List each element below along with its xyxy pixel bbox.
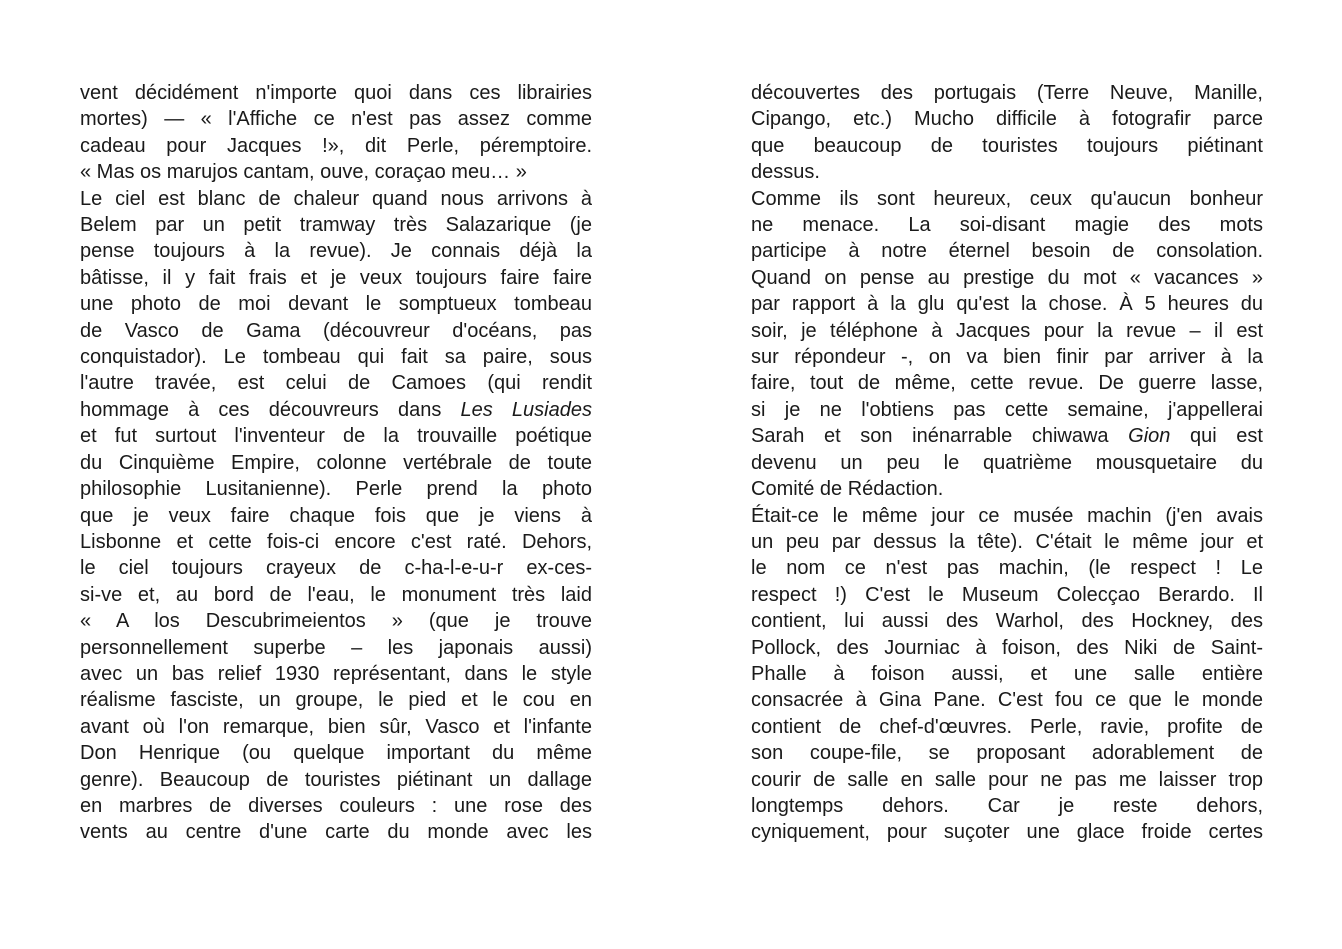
text-line — [751, 793, 1263, 819]
text-line — [80, 186, 592, 212]
text-line — [80, 291, 592, 317]
text-segment: faire, tout de même, cette revue. De guerre lasse, — [751, 372, 1263, 395]
text-line — [80, 159, 592, 185]
text-line — [751, 186, 1263, 212]
text-line — [80, 265, 592, 291]
text-segment: le nom ce n'est pas machin, (le respect ! Le — [751, 557, 1263, 580]
text-segment: cyniquement, pour suçoter une glace froide certes — [751, 821, 1263, 844]
text-line — [751, 159, 1263, 185]
text-segment: si-ve et, au bord de l'eau, le monument très laid — [80, 583, 592, 606]
text-segment: Quand on pense au prestige du mot « vacances » — [751, 266, 1263, 289]
text-line — [80, 423, 592, 449]
text-segment: du Cinquième Empire, colonne vertébrale de toute — [80, 451, 592, 474]
text-line — [80, 80, 592, 106]
text-line — [751, 106, 1263, 132]
text-line — [80, 106, 592, 132]
text-segment: Sarah et son inénarrable chiwawa — [751, 425, 1129, 448]
text-segment: qui est — [1170, 425, 1263, 448]
text-segment: une photo de moi devant le somptueux tombeau — [80, 293, 592, 316]
text-line — [80, 819, 592, 845]
text-segment: Belem par un petit tramway très Salazarique (je — [80, 214, 592, 237]
text-line — [751, 291, 1263, 317]
text-segment: vent décidément n'importe quoi dans ces librairies — [80, 82, 592, 104]
text-segment: Cipango, etc.) Mucho difficile à fotografir parce — [751, 108, 1263, 131]
text-segment: philosophie Lusitanienne). Perle prend la photo — [80, 478, 592, 501]
text-line — [751, 370, 1263, 396]
text-segment: Pollock, des Journiac à foison, des Niki de Saint- — [751, 636, 1263, 659]
text-line — [80, 661, 592, 687]
text-segment: Don Henrique (ou quelque important du même — [80, 742, 592, 765]
text-segment: Phalle à foison aussi, et une salle entière — [751, 662, 1263, 685]
text-line — [751, 819, 1263, 845]
text-segment: dessus. — [751, 161, 820, 184]
text-segment: soir, je téléphone à Jacques pour la revue – il est — [751, 319, 1263, 342]
text-line — [80, 133, 592, 159]
text-line — [751, 529, 1263, 555]
text-line — [751, 555, 1263, 581]
text-segment: que je veux faire chaque fois que je viens à — [80, 504, 592, 527]
text-segment: découvertes des portugais (Terre Neuve, Manille, — [751, 82, 1263, 104]
text-line — [751, 608, 1263, 634]
text-segment: hommage à ces découvreurs dans — [80, 398, 461, 421]
text-line — [80, 238, 592, 264]
text-line — [751, 265, 1263, 291]
text-line — [80, 635, 592, 661]
text-segment: devenu un peu le quatrième mousquetaire du — [751, 451, 1263, 474]
text-line — [80, 582, 592, 608]
text-segment: avant où l'on remarque, bien sûr, Vasco et l'infante — [80, 715, 592, 738]
text-line — [80, 397, 592, 423]
text-line — [80, 344, 592, 370]
text-segment: l'autre travée, est celui de Camoes (qui rendit — [80, 372, 592, 395]
text-segment: bâtisse, il y fait frais et je veux toujours faire faire — [80, 266, 592, 289]
text-segment: Était-ce le même jour ce musée machin (j'en avais — [751, 504, 1263, 527]
text-line — [751, 80, 1263, 106]
text-line — [751, 133, 1263, 159]
text-line — [80, 370, 592, 396]
text-segment: personnellement superbe – les japonais aussi) — [80, 636, 592, 659]
text-line — [80, 318, 592, 344]
left-page — [80, 80, 592, 846]
text-segment: que beaucoup de touristes toujours piétinant — [751, 134, 1263, 157]
text-segment: consacrée à Gina Pane. C'est fou ce que le monde — [751, 689, 1263, 712]
text-line — [751, 450, 1263, 476]
text-line — [80, 212, 592, 238]
text-line — [80, 476, 592, 502]
text-line — [80, 740, 592, 766]
text-segment: ne menace. La soi-disant magie des mots — [751, 214, 1263, 237]
text-line — [751, 582, 1263, 608]
italic-title: Gion — [1128, 425, 1171, 448]
italic-title: Les Lusiades — [460, 398, 592, 421]
text-line — [751, 212, 1263, 238]
text-line — [80, 450, 592, 476]
text-segment: sur répondeur -, on va bien finir par arriver à la — [751, 346, 1263, 369]
text-segment: et fut surtout l'inventeur de la trouvaille poétique — [80, 425, 592, 448]
text-line — [80, 793, 592, 819]
text-segment: conquistador). Le tombeau qui fait sa paire, sous — [80, 346, 592, 369]
text-segment: Le ciel est blanc de chaleur quand nous arrivons à — [80, 187, 592, 210]
text-segment: courir de salle en salle pour ne pas me laisser trop — [751, 768, 1263, 791]
text-line — [80, 555, 592, 581]
text-line — [751, 767, 1263, 793]
text-segment: genre). Beaucoup de touristes piétinant un dallage — [80, 768, 592, 791]
text-segment: mortes) — « l'Affiche ce n'est pas assez comme — [80, 108, 592, 131]
text-segment: cadeau pour Jacques !», dit Perle, péremptoire. — [80, 134, 592, 157]
text-segment: si je ne l'obtiens pas cette semaine, j'appellerai — [751, 398, 1263, 421]
text-line — [80, 608, 592, 634]
text-line — [80, 714, 592, 740]
text-line — [80, 503, 592, 529]
text-segment: avec un bas relief 1930 représentant, dans le style — [80, 662, 592, 685]
text-line — [751, 238, 1263, 264]
text-segment: un peu par dessus la tête). C'était le même jour et — [751, 530, 1263, 553]
text-segment: Comme ils sont heureux, ceux qu'aucun bonheur — [751, 187, 1263, 210]
text-segment: de Vasco de Gama (découvreur d'océans, pas — [80, 319, 592, 342]
text-line — [751, 503, 1263, 529]
text-line — [751, 661, 1263, 687]
text-line — [751, 714, 1263, 740]
text-line — [80, 687, 592, 713]
text-segment: son coupe-file, se proposant adorablement de — [751, 742, 1263, 765]
text-segment: « A los Descubrimeientos » (que je trouve — [80, 610, 592, 633]
right-page — [751, 80, 1263, 846]
text-segment: pense toujours à la revue). Je connais déjà la — [80, 240, 592, 263]
text-line — [751, 344, 1263, 370]
text-segment: Lisbonne et cette fois-ci encore c'est raté. Dehors, — [80, 530, 592, 553]
text-segment: contient, lui aussi des Warhol, des Hockney, des — [751, 610, 1263, 633]
text-line — [751, 635, 1263, 661]
text-line — [751, 397, 1263, 423]
text-line — [80, 767, 592, 793]
text-segment: Comité de Rédaction. — [751, 478, 944, 501]
text-segment: « Mas os marujos cantam, ouve, coraçao meu… » — [80, 161, 527, 184]
text-line — [751, 318, 1263, 344]
text-line — [751, 687, 1263, 713]
text-line — [751, 740, 1263, 766]
text-segment: vents au centre d'une carte du monde avec les — [80, 821, 592, 844]
text-line — [751, 476, 1263, 502]
text-segment: respect !) C'est le Museum Colecçao Berardo. Il — [751, 583, 1263, 606]
text-line — [80, 529, 592, 555]
text-segment: contient de chef-d'œuvres. Perle, ravie, profite de — [751, 715, 1263, 738]
text-segment: le ciel toujours crayeux de c-ha-l-e-u-r ex-ces- — [80, 557, 592, 580]
text-segment: longtemps dehors. Car je reste dehors, — [751, 794, 1263, 817]
text-segment: participe à notre éternel besoin de consolation. — [751, 240, 1263, 263]
text-segment: réalisme fasciste, un groupe, le pied et le cou en — [80, 689, 592, 712]
text-segment: par rapport à la glu qu'est la chose. À 5 heures du — [751, 293, 1263, 316]
text-segment: en marbres de diverses couleurs : une rose des — [80, 794, 592, 817]
text-line — [751, 423, 1263, 449]
